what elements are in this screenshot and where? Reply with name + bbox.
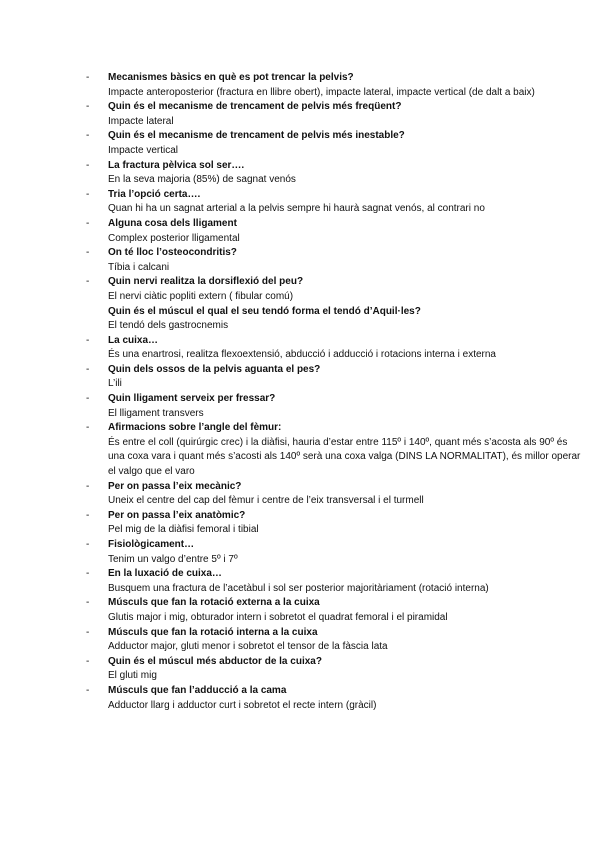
answer-text: Adductor major, gluti menor i sobretot el tensor de la fàscia lata (108, 641, 388, 653)
bullet-marker: - (86, 247, 90, 259)
bullet-marker: - (86, 626, 90, 638)
question-text: Fisiològicament… (108, 539, 195, 550)
question-text: Quin és el múscul més abductor de la cuixa? (108, 655, 322, 667)
list-item (86, 392, 586, 421)
answer-text: El nervi ciàtic popliti extern ( fibular comú) (108, 290, 294, 302)
list-item (86, 538, 586, 567)
bullet-marker: - (86, 655, 90, 667)
question-text: Mecanismes bàsics en què es pot trencar la pelvis? (108, 72, 354, 83)
answer-text: Quan hi ha un sagnat arterial a la pelvis sempre hi haurà sagnat venós, al contrari no (108, 203, 485, 215)
question-text: Quin dels ossos de la pelvis aguanta el pes? (108, 363, 321, 375)
bullet-marker: - (86, 72, 90, 83)
question-text: On té lloc l’osteocondritis? (108, 247, 237, 259)
answer-text: És una enartrosi, realitza flexoextensió, abducció i adducció i rotacions interna i externa (108, 349, 496, 361)
answer-text: Glutis major i mig, obturador intern i sobretot el quadrat femoral i el piramidal (108, 611, 448, 623)
answer-text: Tíbia i calcani (108, 261, 170, 273)
answer-text: Impacte anteroposterior (fractura en llibre obert), impacte lateral, impacte vertical (de dalt a baix) (108, 86, 535, 98)
list-item (86, 363, 586, 392)
answer-text: Pel mig de la diàfisi femoral i tibial (108, 524, 259, 536)
list-item (86, 246, 586, 275)
question-text: Afirmacions sobre l’angle del fèmur: (108, 422, 282, 434)
list-item (86, 188, 586, 217)
question-text: Per on passa l’eix mecànic? (108, 480, 242, 492)
question-text: Quin nervi realitza la dorsiflexió del peu? (108, 276, 304, 288)
question-text: Quin és el múscul el qual el seu tendó forma el tendó d’Aquil·les? (108, 305, 421, 317)
list-item (86, 217, 586, 246)
list-item (86, 129, 586, 158)
qa-list (86, 71, 586, 713)
bullet-marker: - (86, 130, 90, 142)
answer-text: El tendó dels gastrocnemis (108, 320, 229, 332)
list-item (86, 655, 586, 684)
question-text: La fractura pèlvica sol ser…. (108, 159, 245, 171)
answer-text: El gluti mig (108, 670, 157, 682)
answer-text: Adductor llarg i adductor curt i sobretot el recte intern (gràcil) (108, 699, 377, 711)
list-item (86, 480, 586, 509)
bullet-marker: - (86, 217, 90, 229)
list-item (86, 71, 586, 100)
bullet-marker: - (86, 480, 90, 492)
list-item (86, 305, 586, 334)
bullet-marker: - (86, 363, 90, 375)
question-text: Per on passa l’eix anatòmic? (108, 509, 246, 521)
question-text: Quin lligament serveix per fressar? (108, 393, 276, 405)
answer-text: En la seva majoria (85%) de sagnat venós (108, 174, 296, 186)
list-item (86, 159, 586, 188)
question-text: Músculs que fan la rotació interna a la cuixa (108, 626, 318, 638)
bullet-marker: - (86, 509, 90, 521)
list-item (86, 421, 586, 479)
list-item (86, 100, 586, 129)
bullet-marker: - (86, 422, 90, 434)
bullet-marker: - (86, 597, 90, 609)
question-text: Quin és el mecanisme de trencament de pelvis més freqüent? (108, 101, 402, 113)
bullet-marker: - (86, 159, 90, 171)
bullet-marker: - (86, 101, 90, 113)
bullet-marker: - (86, 188, 90, 200)
answer-text: L’ili (108, 378, 122, 390)
list-item (86, 509, 586, 538)
question-text: Músculs que fan l’adducció a la cama (108, 684, 287, 696)
answer-text: El lligament transvers (108, 407, 204, 419)
answer-text: Complex posterior lligamental (108, 232, 240, 244)
list-item (86, 275, 586, 304)
bullet-marker: - (86, 393, 90, 405)
bullet-marker: - (86, 684, 90, 696)
question-text: Músculs que fan la rotació externa a la cuixa (108, 597, 320, 609)
answer-text: Busquem una fractura de l’acetàbul i sol ser posterior majoritàriament (rotació interna) (108, 582, 489, 594)
answer-text: Uneix el centre del cap del fèmur i centre de l’eix transversal i el turmell (108, 495, 424, 507)
question-text: Tria l’opció certa…. (108, 188, 201, 200)
list-item (86, 567, 586, 596)
bullet-marker: - (86, 539, 90, 550)
bullet-marker: - (86, 276, 90, 288)
answer-text: Tenim un valgo d’entre 5º i 7º (108, 553, 238, 565)
list-item (86, 334, 586, 363)
answer-text: Impacte vertical (108, 144, 179, 156)
bullet-marker: - (86, 334, 90, 346)
question-text: Quin és el mecanisme de trencament de pelvis més inestable? (108, 130, 405, 142)
answer-text: És entre el coll (quirúrgic crec) i la diàfisi, hauria d’estar entre 115º i 140º, quant més s’acosta als 90º és una coxa vara i quant més s’acosti als 140º serà una coxa valga (DINS LA NORMALITAT), és millor operar el valgo que el varo (108, 436, 581, 478)
list-item (86, 684, 586, 713)
question-text: Alguna cosa dels lligament (108, 217, 237, 229)
list-item (86, 596, 586, 625)
answer-text: Impacte lateral (108, 115, 174, 127)
question-text: La cuixa… (108, 334, 159, 346)
list-item (86, 626, 586, 655)
bullet-marker: - (86, 568, 90, 580)
question-text: En la luxació de cuixa… (108, 568, 222, 580)
